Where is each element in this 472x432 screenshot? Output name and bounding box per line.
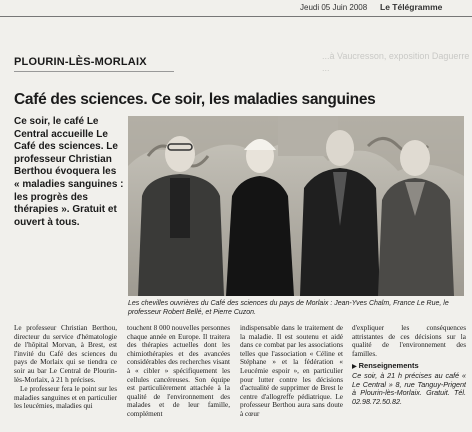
column-1-paragraph-1: Le professeur Christian Berthou, directeur du service d'hématologie de l'hôpital Morvan, à Brest, est l'invité du Café des sciences du pays de Morlaix qui se tiendra ce soir au bar Le Central de Plourin-lès-Morlaix, à 21 h précises.	[14, 324, 117, 384]
page-header	[0, 0, 472, 16]
section-rule	[14, 71, 174, 72]
section-heading: PLOURIN-LÈS-MORLAIX	[14, 56, 147, 68]
info-box-text: Ce soir, à 21 h précises au café « Le Central » 8, rue Tanguy-Prigent à Plourin-lès-Morlaix. Gratuit. Tél. 02.98.72.50.82.	[352, 370, 466, 406]
info-box-title: Renseignements	[358, 361, 419, 371]
group-photo	[128, 116, 464, 296]
article-headline: Café des sciences. Ce soir, les maladies sanguines	[14, 91, 376, 108]
article-lead: Ce soir, le café Le Central accueille Le Café des sciences. Le professeur Christian Berthou évoquera les « maladies sanguines : les progrès des thérapies ». Gratuit et ouvert à tous.	[14, 116, 124, 228]
article-column-2	[127, 324, 230, 432]
article-column-3	[240, 324, 343, 432]
column-2-paragraph-1: touchent 8 000 nouvelles personnes chaque année en Europe. Il traitera des thérapies actuelles dont les chimiothérapies et des avancées considérables des recherches visant à « cibler » spécifiquement les cellules cancéreuses. Son équipe est particulièrement attachée à la qualité de l'environnement des malades et de leur famille, complément	[127, 324, 230, 418]
header-rule	[0, 16, 472, 17]
newspaper-name: Le Télégramme	[380, 2, 443, 12]
triangle-bullet-icon: ▶	[352, 364, 357, 371]
article-column-1	[14, 324, 117, 432]
column-1-paragraph-2: Le professeur fera le point sur les maladies sanguines et en particulier les leucémies, maladies qui	[14, 385, 117, 411]
column-4-paragraph-1: d'expliquer les conséquences attristantes de ces décisions sur la qualité de l'environnement des familles.	[352, 324, 466, 358]
bleed-through-text: ...à Vaucresson, exposition Daguerre ...	[322, 51, 470, 73]
photo-caption: Les chevilles ouvrières du Café des sciences du pays de Morlaix : Jean-Yves Chalm, France Le Rue, le professeur Robert Bellé, et Pierre Cuzon.	[128, 300, 449, 316]
article-column-4	[352, 324, 466, 432]
column-3-paragraph-1: indispensable dans le traitement de la maladie. Il est soutenu et aidé dans ce combat par les associations telles que l'association « Céline et Stéphane » et la fédération « Leucémie espoir », en particulier pour lutter contre les décisions d'actualité de supprimer de Brest le centre d'allogreffe pédiatrique. Le professeur Berthou aura sans doute à cœur	[240, 324, 343, 418]
group-photo-illustration	[128, 116, 464, 296]
issue-date: Jeudi 05 Juin 2008	[300, 3, 368, 12]
